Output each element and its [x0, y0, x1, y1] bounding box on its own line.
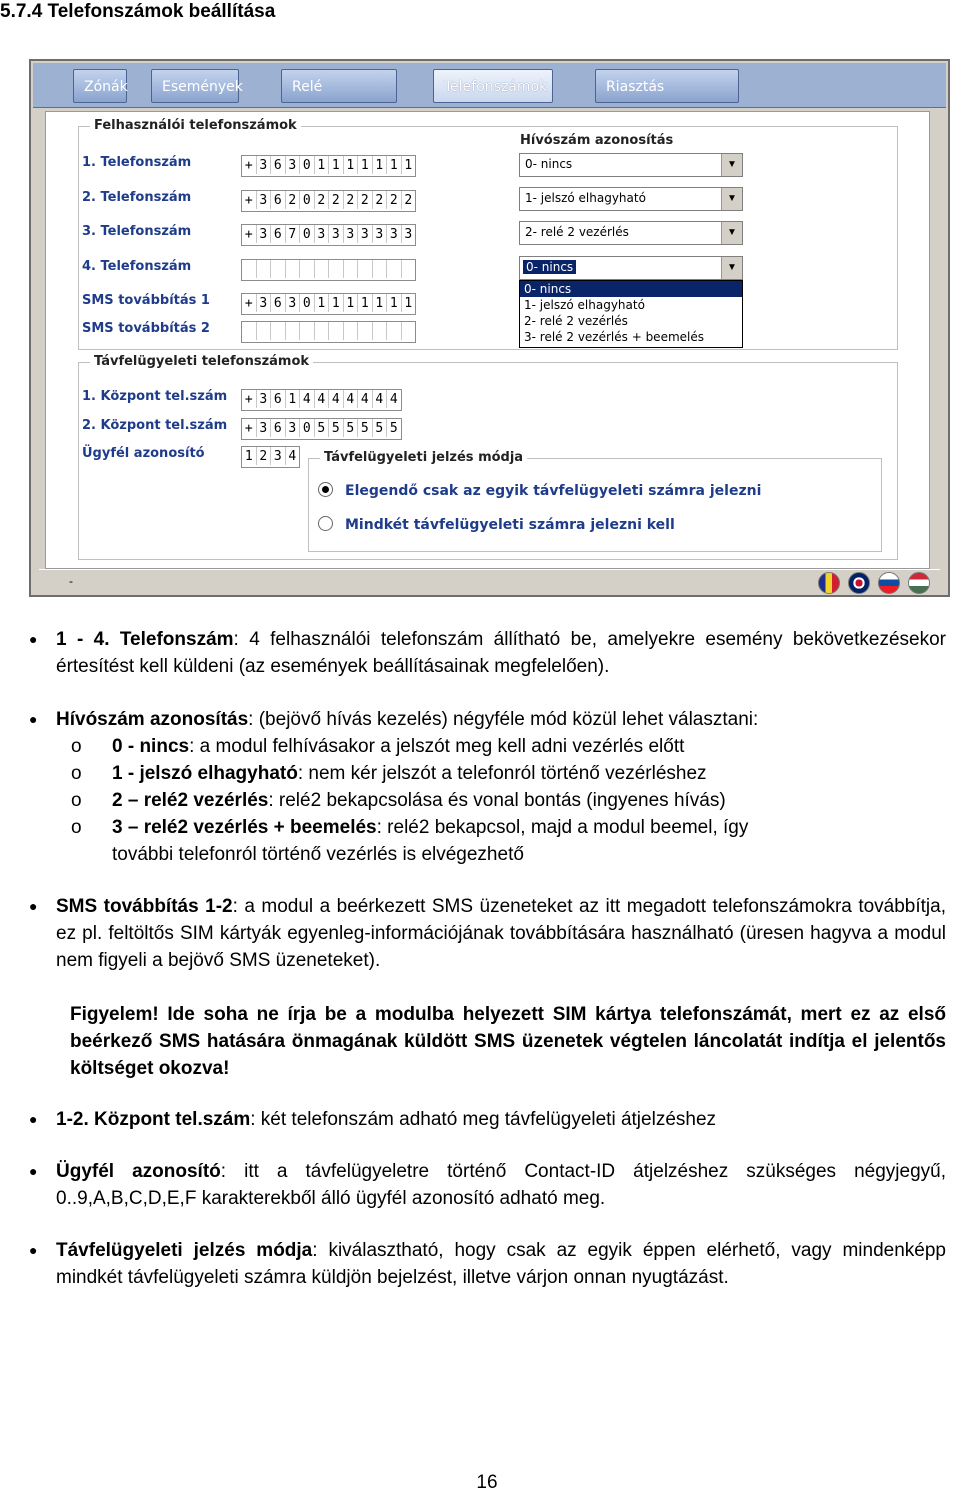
tab-bar [33, 63, 946, 108]
digit-cell[interactable]: 3 [404, 227, 413, 242]
digit-cell[interactable]: 4 [315, 390, 330, 408]
digit-cell[interactable]: 5 [329, 419, 344, 437]
digit-cell[interactable]: 0 [300, 294, 315, 312]
dropdown-option[interactable]: 1- jelszó elhagyható [524, 298, 645, 312]
digit-cell[interactable]: 3 [257, 156, 272, 174]
digit-cell[interactable]: 3 [315, 225, 330, 243]
hungarian-flag-icon[interactable] [908, 572, 930, 594]
callerid-select-4-value: 0- nincs [523, 260, 576, 274]
phone-1-label: 1. Telefonszám [82, 155, 192, 170]
digit-cell[interactable]: + [242, 225, 257, 243]
digit-cell[interactable] [387, 322, 402, 340]
digit-cell[interactable]: 2 [387, 191, 402, 209]
digit-cell[interactable]: 1 [329, 156, 344, 174]
sub-bullet-icon: o [71, 736, 82, 757]
dropdown-option[interactable]: 2- relé 2 vezérlés [524, 314, 628, 328]
digit-cell[interactable]: 3 [257, 294, 272, 312]
digit-cell[interactable] [329, 322, 344, 340]
dropdown-option[interactable]: 3- relé 2 vezérlés + beemelés [524, 330, 704, 344]
callerid-dropdown-list [519, 280, 743, 348]
digit-cell[interactable] [402, 260, 416, 278]
digit-cell[interactable]: 2 [286, 191, 301, 209]
digit-cell[interactable]: 4 [373, 390, 388, 408]
digit-cell[interactable] [242, 322, 257, 340]
digit-cell[interactable]: 1 [358, 294, 373, 312]
digit-cell[interactable]: + [242, 419, 257, 437]
digit-cell[interactable]: 6 [271, 390, 286, 408]
callerid-select-2-value: 1- jelszó elhagyható [525, 191, 646, 205]
digit-cell[interactable]: 3 [286, 419, 301, 437]
digit-cell[interactable]: 0 [300, 419, 315, 437]
digit-cell[interactable] [315, 322, 330, 340]
digit-cell[interactable]: 5 [315, 419, 330, 437]
bullet-mode-text: Távfelügyeleti jelzés módja: kiválasztható, hogy csak az egyik éppen elérhető, vagy mindenképp mindkét távfelügyeleti számra küldjön bejelzést, illetve várjon onnan nyugtázást. [56, 1240, 946, 1288]
digit-cell[interactable]: 5 [358, 419, 373, 437]
digit-cell[interactable]: 2 [329, 191, 344, 209]
digit-cell[interactable] [315, 260, 330, 278]
digit-cell[interactable]: 1 [404, 158, 413, 173]
digit-cell[interactable]: 6 [271, 225, 286, 243]
sms-forward-2-input[interactable] [241, 321, 416, 343]
digit-cell[interactable]: 3 [257, 225, 272, 243]
center-1-label: 1. Központ tel.szám [82, 389, 228, 404]
callerid-select-4[interactable] [519, 256, 743, 280]
mode-option-both-label: Mindkét távfelügyeleti számra jelezni kell [345, 517, 675, 533]
digit-cell[interactable]: 2 [344, 191, 359, 209]
phone-1-input[interactable] [241, 155, 416, 177]
romanian-flag-icon[interactable] [818, 572, 840, 594]
digit-cell[interactable]: 1 [315, 294, 330, 312]
digit-cell[interactable] [358, 322, 373, 340]
chevron-down-icon[interactable]: ▼ [721, 257, 742, 279]
sub-bullet-icon: o [71, 763, 82, 784]
phone-3-label: 3. Telefonszám [82, 224, 192, 239]
option-1-text: 1 - jelszó elhagyható: nem kér jelszót a telefonról történő vezérléshez [112, 763, 707, 784]
digit-cell[interactable] [286, 260, 301, 278]
digit-cell[interactable] [344, 322, 359, 340]
phone-4-input[interactable] [241, 259, 416, 281]
radio-selected-icon[interactable] [318, 482, 333, 497]
option-2-text: 2 – relé2 vezérlés: relé2 bekapcsolása és vonal bontás (ingyenes hívás) [112, 790, 726, 811]
digit-cell[interactable] [271, 322, 286, 340]
digit-cell[interactable]: 1 [387, 294, 402, 312]
center-2-label: 2. Központ tel.szám [82, 418, 228, 433]
digit-cell[interactable]: 6 [271, 419, 286, 437]
digit-cell[interactable]: 3 [286, 156, 301, 174]
digit-cell[interactable] [257, 322, 272, 340]
settings-panel [45, 111, 930, 569]
client-id-label: Ügyfél azonosító [82, 446, 205, 461]
digit-cell[interactable]: 1 [344, 294, 359, 312]
digit-cell[interactable] [387, 260, 402, 278]
mode-option-one[interactable] [318, 482, 761, 499]
bullet-icon: ● [29, 1242, 38, 1258]
phone-2-label: 2. Telefonszám [82, 190, 192, 205]
option-0-text: 0 - nincs: a modul felhívásakor a jelszót meg kell adni vezérlés előtt [112, 736, 685, 757]
digit-cell[interactable]: 1 [286, 390, 301, 408]
language-flags [810, 572, 930, 597]
digit-cell[interactable]: 6 [271, 191, 286, 209]
phone-3-input[interactable] [241, 224, 416, 246]
callerid-select-3[interactable] [519, 221, 743, 245]
digit-cell[interactable]: 0 [300, 191, 315, 209]
digit-cell[interactable]: 1 [329, 294, 344, 312]
chevron-down-icon[interactable]: ▼ [721, 188, 742, 210]
slovak-flag-icon[interactable] [878, 572, 900, 594]
digit-cell[interactable] [344, 260, 359, 278]
digit-cell[interactable]: 7 [286, 225, 301, 243]
bullet-icon: ● [29, 898, 38, 914]
digit-cell[interactable]: 3 [358, 225, 373, 243]
callerid-select-1[interactable] [519, 153, 743, 177]
digit-cell[interactable] [329, 260, 344, 278]
option-3-text: 3 – relé2 vezérlés + beemelés: relé2 bekapcsol, majd a modul beemel, így [112, 817, 749, 838]
sub-bullet-icon: o [71, 817, 82, 838]
digit-cell[interactable] [257, 260, 272, 278]
radio-icon[interactable] [318, 516, 333, 531]
digit-cell[interactable]: 3 [373, 225, 388, 243]
digit-cell[interactable]: 1 [344, 156, 359, 174]
digit-cell[interactable] [402, 322, 416, 340]
sub-bullet-icon: o [71, 790, 82, 811]
digit-cell[interactable]: 4 [358, 390, 373, 408]
sms-forward-1-label: SMS továbbítás 1 [82, 293, 210, 308]
digit-cell[interactable] [373, 322, 388, 340]
bullet-phones-text: 1 - 4. Telefonszám: 4 felhasználói telefonszám állítható be, amelyekre esemény bekövetkezésekor értesítést kell küldeni (az események beállításainak megfelelően). [56, 629, 946, 677]
bullet-center-text: 1-2. Központ tel.szám: két telefonszám adható meg távfelügyeleti átjelzéshez [56, 1109, 717, 1130]
digit-cell[interactable]: 0 [300, 225, 315, 243]
digit-cell[interactable]: 6 [271, 156, 286, 174]
digit-cell[interactable]: 6 [271, 294, 286, 312]
digit-cell[interactable]: 5 [373, 419, 388, 437]
user-phones-title: Felhasználói telefonszámok [90, 118, 301, 133]
section-heading: 5.7.4 Telefonszámok beállítása [0, 1, 276, 22]
status-bar [39, 569, 940, 594]
software-screenshot [29, 59, 950, 597]
digit-cell[interactable]: 3 [257, 191, 272, 209]
digit-cell[interactable]: 2 [315, 191, 330, 209]
digit-cell[interactable] [373, 260, 388, 278]
digit-cell[interactable]: 1 [373, 294, 388, 312]
digit-cell[interactable] [358, 260, 373, 278]
digit-cell[interactable]: 3 [286, 294, 301, 312]
english-flag-icon[interactable] [848, 572, 870, 594]
phone-4-label: 4. Telefonszám [82, 259, 192, 274]
digit-cell[interactable]: 2 [404, 193, 413, 208]
tab-phone-numbers[interactable]: Telefonszámok [433, 69, 553, 103]
digit-cell[interactable] [300, 322, 315, 340]
digit-cell[interactable] [242, 260, 257, 278]
bullet-icon: ● [29, 1111, 38, 1127]
tab-zones[interactable]: Zónák [73, 69, 127, 103]
bullet-icon: ● [29, 711, 38, 727]
bullet-icon: ● [29, 1163, 38, 1179]
chevron-down-icon[interactable]: ▼ [721, 222, 742, 244]
sms-forward-1-input[interactable] [241, 293, 416, 315]
digit-cell[interactable]: 5 [389, 421, 398, 436]
digit-cell[interactable]: 1 [387, 156, 402, 174]
tab-relay-outputs[interactable]: Relé [281, 69, 397, 103]
digit-cell[interactable]: 5 [344, 419, 359, 437]
bullet-callerid-text: Hívószám azonosítás: (bejövő hívás kezelés) négyféle mód közül lehet választani: [56, 709, 759, 730]
digit-cell[interactable]: 2 [373, 191, 388, 209]
mode-option-one-label: Elegendő csak az egyik távfelügyeleti számra jelezni [345, 483, 762, 499]
option-3-continuation: további telefonról történő vezérlés is elvégezhető [112, 844, 524, 865]
digit-cell[interactable]: 1 [315, 156, 330, 174]
callerid-select-1-value: 0- nincs [525, 157, 573, 171]
digit-cell[interactable]: + [242, 191, 257, 209]
digit-cell[interactable]: 3 [387, 225, 402, 243]
digit-cell[interactable]: + [242, 156, 257, 174]
digit-cell[interactable]: 4 [329, 390, 344, 408]
digit-cell[interactable]: 1 [242, 447, 257, 465]
digit-cell[interactable] [271, 260, 286, 278]
tab-alarm-settings[interactable]: Riasztás [595, 69, 739, 103]
bullet-sms-text: SMS továbbítás 1-2: a modul a beérkezett SMS üzeneteket az itt megadott telefonszámokra továbbítja, ez pl. feltöltős SIM kártyák egyenleg-információjának továbbítására használható (üresen hagyva a modul nem figyeli a bejövő SMS üzeneteket). [56, 896, 946, 971]
dropdown-option[interactable]: 0- nincs [520, 281, 742, 297]
digit-cell[interactable]: 1 [373, 156, 388, 174]
mode-option-both[interactable] [318, 516, 675, 533]
digit-cell[interactable]: 4 [389, 392, 398, 407]
status-text: - [69, 574, 73, 588]
remote-group-title: Távfelügyeleti telefonszámok [90, 354, 313, 369]
callerid-select-2[interactable] [519, 187, 743, 211]
digit-cell[interactable]: 4 [288, 449, 297, 464]
phone-2-input[interactable] [241, 190, 416, 212]
digit-cell[interactable] [286, 322, 301, 340]
digit-cell[interactable]: 4 [300, 390, 315, 408]
page-number: 16 [476, 1472, 498, 1493]
digit-cell[interactable]: 3 [329, 225, 344, 243]
digit-cell[interactable]: 2 [257, 447, 272, 465]
center-1-input[interactable] [241, 389, 402, 411]
bullet-icon: ● [29, 631, 38, 647]
chevron-down-icon[interactable]: ▼ [721, 154, 742, 176]
center-2-input[interactable] [241, 418, 402, 440]
digit-cell[interactable]: 3 [257, 419, 272, 437]
mode-group-title: Távfelügyeleti jelzés módja [320, 450, 527, 465]
digit-cell[interactable]: 1 [358, 156, 373, 174]
digit-cell[interactable]: 4 [344, 390, 359, 408]
digit-cell[interactable]: 3 [344, 225, 359, 243]
digit-cell[interactable]: + [242, 294, 257, 312]
mode-group [308, 458, 882, 552]
client-id-input[interactable] [241, 446, 300, 468]
digit-cell[interactable]: 3 [257, 390, 272, 408]
sms-forward-2-label: SMS továbbítás 2 [82, 321, 210, 336]
tab-events[interactable]: Események [151, 69, 239, 103]
digit-cell[interactable]: 1 [404, 296, 413, 311]
digit-cell[interactable]: 0 [300, 156, 315, 174]
callerid-title: Hívószám azonosítás [516, 133, 677, 148]
digit-cell[interactable]: 2 [358, 191, 373, 209]
callerid-select-3-value: 2- relé 2 vezérlés [525, 225, 629, 239]
warning-text: Figyelem! Ide soha ne írja be a modulba helyezett SIM kártya telefonszámát, mert ez az első beérkező SMS hatására önmagának küldött SMS üzenetek végtelen láncolatát indítja el jelentős költséget okozva! [70, 1004, 946, 1079]
bullet-client-id-text: Ügyfél azonosító: itt a távfelügyeletre történő Contact-ID átjelzéshez szükséges négyjegyű, 0..9,A,B,C,D,E,F karakterekből álló ügyfél azonosító adható meg. [56, 1161, 946, 1209]
digit-cell[interactable]: + [242, 390, 257, 408]
user-phones-group [78, 126, 898, 350]
digit-cell[interactable] [300, 260, 315, 278]
digit-cell[interactable]: 3 [271, 447, 286, 465]
